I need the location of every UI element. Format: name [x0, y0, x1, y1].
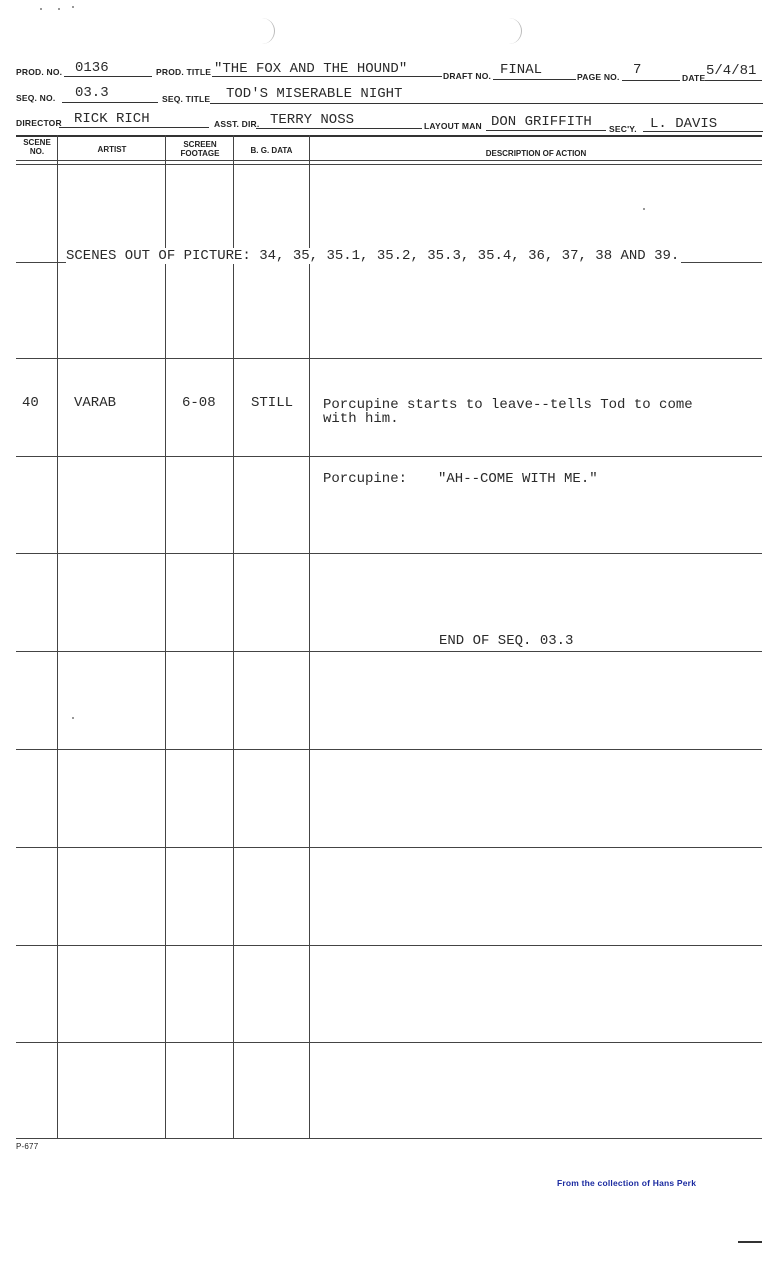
prod-no-underline	[64, 76, 152, 77]
row-rule	[16, 749, 762, 750]
prod-title-label: PROD. TITLE	[156, 67, 212, 77]
scenes-out-of-picture-note: SCENES OUT OF PICTURE: 34, 35, 35.1, 35.2, 35.3, 35.4, 36, 37, 38 AND 39.	[66, 248, 680, 264]
date-label: DATE	[682, 73, 706, 83]
row-rule	[16, 847, 762, 848]
paper-speck	[72, 717, 74, 719]
row-rule	[16, 945, 762, 946]
paper-speck	[72, 6, 74, 8]
col-header-screen-footage: SCREEN FOOTAGE	[180, 140, 220, 158]
bottom-edge-mark	[738, 1241, 762, 1243]
header-rule-b	[16, 164, 762, 165]
punch-hole-left	[258, 18, 275, 44]
secy-label: SEC'Y.	[609, 124, 637, 134]
seq-no-underline	[62, 102, 158, 103]
row-rule	[16, 456, 762, 457]
col-divider-1	[57, 135, 58, 1138]
punch-hole-right	[505, 18, 522, 44]
col-header-artist: ARTIST	[97, 145, 127, 154]
col-divider-3	[233, 135, 234, 1138]
header-rule-a	[16, 160, 762, 161]
director-underline	[59, 127, 209, 128]
bg-data-cell: STILL	[251, 395, 294, 411]
collection-credit: From the collection of Hans Perk	[557, 1178, 697, 1188]
row-rule	[16, 358, 762, 359]
table-top-rule	[16, 135, 762, 137]
draft-no-label: DRAFT NO.	[443, 71, 492, 81]
prod-no-value: 0136	[75, 60, 109, 76]
col-divider-2	[165, 135, 166, 1138]
table-bottom-rule	[16, 1138, 762, 1139]
seq-title-value: TOD'S MISERABLE NIGHT	[226, 86, 403, 102]
layout-man-label: LAYOUT MAN	[424, 121, 482, 131]
footage-cell: 6-08	[182, 395, 216, 411]
row-rule	[16, 1042, 762, 1043]
seq-no-value: 03.3	[75, 85, 109, 101]
scene-no-cell: 40	[22, 395, 39, 411]
draft-no-underline	[493, 79, 576, 80]
form-number: P-677	[16, 1142, 39, 1151]
date-value: 5/4/81	[706, 63, 757, 79]
paper-speck	[643, 208, 645, 210]
director-value: RICK RICH	[74, 111, 150, 127]
date-underline	[705, 80, 762, 81]
dialogue-speaker: Porcupine:	[323, 471, 408, 487]
director-label: DIRECTOR	[16, 118, 62, 128]
page-no-underline	[622, 80, 680, 81]
paper-speck	[58, 8, 60, 10]
artist-cell: VARAB	[74, 395, 117, 411]
page-no-label: PAGE NO.	[577, 72, 620, 82]
asst-dir-underline	[256, 128, 422, 129]
asst-dir-value: TERRY NOSS	[270, 112, 355, 128]
row-rule	[16, 651, 762, 652]
prod-title-value: "THE FOX AND THE HOUND"	[214, 61, 408, 77]
end-of-sequence-note: END OF SEQ. 03.3	[439, 633, 574, 649]
page-no-value: 7	[633, 62, 642, 78]
col-header-description: DESCRIPTION OF ACTION	[485, 149, 587, 158]
draft-no-value: FINAL	[500, 62, 543, 78]
action-line-2: with him.	[323, 411, 399, 427]
dialogue-line: "AH--COME WITH ME."	[438, 471, 598, 487]
seq-no-label: SEQ. NO.	[16, 93, 56, 103]
row-rule	[16, 553, 762, 554]
col-divider-4	[309, 135, 310, 1138]
seq-title-underline	[210, 103, 763, 104]
col-header-scene-no: SCENE NO.	[23, 138, 51, 156]
layout-man-underline	[486, 130, 606, 131]
asst-dir-label: ASST. DIR.	[214, 119, 260, 129]
paper-speck	[40, 8, 42, 10]
secy-value: L. DAVIS	[650, 116, 718, 132]
prod-no-label: PROD. NO.	[16, 67, 63, 77]
seq-title-label: SEQ. TITLE	[162, 94, 211, 104]
layout-man-value: DON GRIFFITH	[491, 114, 592, 130]
col-header-bg-data: B. G. DATA	[250, 146, 293, 155]
action-line-1: Porcupine starts to leave--tells Tod to come	[323, 397, 693, 413]
